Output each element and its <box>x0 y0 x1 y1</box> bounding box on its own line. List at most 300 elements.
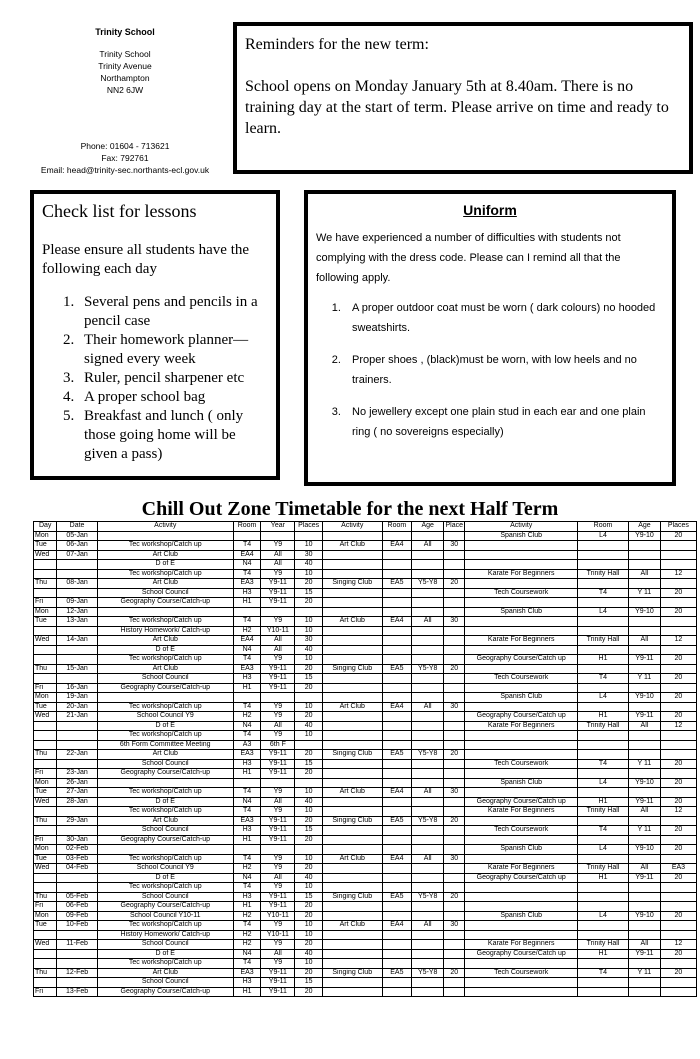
table-cell: 20 <box>295 987 323 997</box>
table-cell <box>660 740 696 750</box>
table-cell: 12-Feb <box>57 968 97 978</box>
table-cell <box>233 778 261 788</box>
table-cell <box>57 560 97 570</box>
table-cell <box>382 807 412 817</box>
timetable-table <box>33 521 697 997</box>
table-cell <box>323 978 383 988</box>
table-cell: 20 <box>444 750 465 760</box>
table-cell <box>382 674 412 684</box>
table-cell: L4 <box>578 778 629 788</box>
table-cell <box>444 873 465 883</box>
table-cell: Karate For Beginners <box>465 636 578 646</box>
table-cell <box>578 978 629 988</box>
table-cell <box>660 883 696 893</box>
table-cell <box>578 550 629 560</box>
table-cell: Y9-11 <box>261 987 295 997</box>
table-cell: 14-Jan <box>57 636 97 646</box>
address-line: Trinity School <box>99 49 151 59</box>
table-cell: Tue <box>34 854 57 864</box>
table-cell: Geography Course/Catch-up <box>97 683 233 693</box>
column-header: Day <box>34 522 57 532</box>
table-cell <box>412 902 444 912</box>
table-cell: H3 <box>233 759 261 769</box>
table-cell <box>629 626 661 636</box>
column-header: Activity <box>465 522 578 532</box>
table-cell <box>412 835 444 845</box>
table-cell: 20 <box>660 873 696 883</box>
table-cell <box>444 683 465 693</box>
table-cell: 20 <box>444 892 465 902</box>
table-row <box>34 683 697 693</box>
table-cell <box>444 674 465 684</box>
table-cell <box>660 978 696 988</box>
table-cell <box>465 788 578 798</box>
table-cell: Tec workshop/Catch up <box>97 655 233 665</box>
table-cell: Trinity Hall <box>578 940 629 950</box>
table-cell <box>34 873 57 883</box>
table-cell <box>323 569 383 579</box>
table-cell <box>660 617 696 627</box>
table-cell <box>57 721 97 731</box>
table-cell: D of E <box>97 797 233 807</box>
table-cell: 10 <box>295 655 323 665</box>
table-cell <box>323 987 383 997</box>
table-cell <box>323 550 383 560</box>
table-cell: 05-Jan <box>57 531 97 541</box>
table-cell: H2 <box>233 712 261 722</box>
table-cell: 10 <box>295 883 323 893</box>
table-cell: Y9-11 <box>629 712 661 722</box>
table-cell: School Council <box>97 978 233 988</box>
table-cell: 28-Jan <box>57 797 97 807</box>
table-cell <box>412 883 444 893</box>
table-cell <box>465 978 578 988</box>
table-cell: Y9-11 <box>629 873 661 883</box>
table-cell: Thu <box>34 968 57 978</box>
table-cell: Art Club <box>323 541 383 551</box>
table-cell: Y9 <box>261 569 295 579</box>
table-cell: H3 <box>233 978 261 988</box>
table-cell: 15 <box>295 674 323 684</box>
table-cell <box>295 845 323 855</box>
table-cell: 30 <box>444 541 465 551</box>
table-cell <box>233 607 261 617</box>
table-cell: Y9-11 <box>261 902 295 912</box>
table-cell: All <box>412 788 444 798</box>
table-cell: 10 <box>295 930 323 940</box>
table-cell: Art Club <box>97 579 233 589</box>
table-cell <box>57 949 97 959</box>
table-cell <box>629 645 661 655</box>
table-cell: Wed <box>34 797 57 807</box>
table-cell: Y9-10 <box>629 531 661 541</box>
table-cell: Y9-10 <box>629 845 661 855</box>
table-cell <box>412 731 444 741</box>
table-cell: 20-Jan <box>57 702 97 712</box>
table-cell <box>412 759 444 769</box>
table-cell: Wed <box>34 712 57 722</box>
table-cell: Y5-Y8 <box>412 579 444 589</box>
table-cell: H2 <box>233 864 261 874</box>
table-cell: School Council <box>97 826 233 836</box>
reminders-heading: Reminders for the new term: <box>245 36 429 53</box>
table-cell <box>323 731 383 741</box>
table-cell: 04-Feb <box>57 864 97 874</box>
table-cell: H1 <box>578 873 629 883</box>
column-header: Year <box>261 522 295 532</box>
table-cell <box>465 835 578 845</box>
table-cell: D of E <box>97 645 233 655</box>
table-cell: Y9-11 <box>261 759 295 769</box>
table-cell <box>578 959 629 969</box>
table-cell: Art Club <box>97 968 233 978</box>
table-cell: D of E <box>97 721 233 731</box>
table-cell <box>660 664 696 674</box>
table-cell: 20 <box>295 712 323 722</box>
table-cell: 10 <box>295 702 323 712</box>
table-cell: Tue <box>34 617 57 627</box>
table-cell: Tec workshop/Catch up <box>97 569 233 579</box>
table-cell: 20 <box>660 607 696 617</box>
table-cell <box>412 873 444 883</box>
table-cell: H3 <box>233 588 261 598</box>
table-cell: Mon <box>34 911 57 921</box>
table-cell: 20 <box>295 940 323 950</box>
table-cell: 19-Jan <box>57 693 97 703</box>
uniform-box <box>304 190 676 486</box>
table-cell: T4 <box>233 788 261 798</box>
table-cell <box>465 902 578 912</box>
table-cell: Spanish Club <box>465 845 578 855</box>
table-cell: Y9 <box>261 702 295 712</box>
table-cell: 12 <box>660 721 696 731</box>
table-cell: Geography Course/Catch-up <box>97 902 233 912</box>
checklist-box <box>30 190 280 480</box>
table-cell: Wed <box>34 550 57 560</box>
table-cell <box>465 664 578 674</box>
table-cell: Tec workshop/Catch up <box>97 731 233 741</box>
table-cell <box>382 769 412 779</box>
table-cell <box>660 816 696 826</box>
table-cell <box>323 940 383 950</box>
table-cell <box>323 693 383 703</box>
table-cell: 20 <box>295 664 323 674</box>
table-cell: 20 <box>660 693 696 703</box>
table-cell: Spanish Club <box>465 693 578 703</box>
table-cell: 40 <box>295 645 323 655</box>
table-cell: Y9 <box>261 921 295 931</box>
table-cell <box>465 750 578 760</box>
table-row <box>34 693 697 703</box>
table-cell: 40 <box>295 949 323 959</box>
table-cell: L4 <box>578 531 629 541</box>
table-cell: Y9-11 <box>261 835 295 845</box>
table-cell <box>578 769 629 779</box>
table-cell: 23-Jan <box>57 769 97 779</box>
table-cell: All <box>261 949 295 959</box>
table-row <box>34 579 697 589</box>
table-cell: Karate For Beginners <box>465 721 578 731</box>
table-cell <box>412 569 444 579</box>
uniform-item: 3. No jewellery except one plain stud in each ear and one plain ring ( no sovereigns especially) <box>344 402 664 442</box>
table-cell: All <box>629 721 661 731</box>
table-cell <box>34 569 57 579</box>
table-cell <box>444 807 465 817</box>
table-cell: 21-Jan <box>57 712 97 722</box>
table-cell <box>465 683 578 693</box>
table-cell: 40 <box>295 873 323 883</box>
table-cell <box>660 750 696 760</box>
table-row <box>34 826 697 836</box>
table-row <box>34 655 697 665</box>
table-cell <box>660 769 696 779</box>
table-cell <box>382 645 412 655</box>
table-cell <box>34 759 57 769</box>
table-row <box>34 864 697 874</box>
table-cell: Geography Course/Catch-up <box>97 598 233 608</box>
table-cell: All <box>412 854 444 864</box>
table-cell: T4 <box>233 959 261 969</box>
table-cell <box>444 598 465 608</box>
column-header: Activity <box>323 522 383 532</box>
table-cell: School Council <box>97 892 233 902</box>
table-cell: Singing Club <box>323 664 383 674</box>
table-cell <box>412 588 444 598</box>
table-cell <box>34 807 57 817</box>
table-cell <box>465 892 578 902</box>
table-cell <box>412 978 444 988</box>
table-cell <box>382 569 412 579</box>
table-cell: 10 <box>295 959 323 969</box>
table-cell <box>412 940 444 950</box>
table-cell <box>578 750 629 760</box>
table-cell <box>34 826 57 836</box>
table-cell <box>578 598 629 608</box>
table-cell: School Council Y9 <box>97 712 233 722</box>
table-cell: Singing Club <box>323 816 383 826</box>
table-cell: 05-Feb <box>57 892 97 902</box>
table-cell: All <box>412 617 444 627</box>
table-cell <box>444 645 465 655</box>
table-cell: School Council Y9 <box>97 864 233 874</box>
table-cell <box>444 826 465 836</box>
table-row <box>34 845 697 855</box>
table-cell: Spanish Club <box>465 531 578 541</box>
table-cell <box>660 930 696 940</box>
table-cell <box>578 731 629 741</box>
checklist-intro: Please ensure all students have the following each day <box>42 242 250 277</box>
table-cell: School Council <box>97 588 233 598</box>
table-row <box>34 607 697 617</box>
table-cell <box>323 778 383 788</box>
table-cell: 20 <box>660 826 696 836</box>
table-cell <box>57 731 97 741</box>
column-header: Room <box>578 522 629 532</box>
table-row <box>34 788 697 798</box>
table-cell <box>444 940 465 950</box>
table-cell <box>57 740 97 750</box>
table-cell <box>444 911 465 921</box>
table-cell: Art Club <box>97 750 233 760</box>
table-cell <box>465 987 578 997</box>
table-cell: 6th Form Committee Meeting <box>97 740 233 750</box>
table-cell: N4 <box>233 797 261 807</box>
table-cell: Spanish Club <box>465 911 578 921</box>
column-header: Activity <box>97 522 233 532</box>
reminders-body: School opens on Monday January 5th at 8.40am. There is no training day at the start of term. Please arrive on time and ready to learn. <box>245 78 669 137</box>
table-cell: Y9 <box>261 731 295 741</box>
table-cell: N4 <box>233 873 261 883</box>
table-cell <box>382 588 412 598</box>
table-row <box>34 702 697 712</box>
table-cell <box>444 883 465 893</box>
table-cell <box>629 816 661 826</box>
table-cell <box>323 959 383 969</box>
table-cell <box>34 740 57 750</box>
table-cell <box>382 797 412 807</box>
table-cell: Y9-11 <box>261 816 295 826</box>
table-cell: H1 <box>233 902 261 912</box>
table-cell: 20 <box>295 750 323 760</box>
table-cell: T4 <box>233 731 261 741</box>
table-cell: 20 <box>660 797 696 807</box>
table-cell: Geography Course/Catch-up <box>97 769 233 779</box>
table-cell <box>261 845 295 855</box>
table-cell <box>412 987 444 997</box>
table-cell <box>629 883 661 893</box>
table-cell: 06-Feb <box>57 902 97 912</box>
table-cell: H1 <box>233 835 261 845</box>
table-cell: Tec workshop/Catch up <box>97 807 233 817</box>
table-cell <box>444 712 465 722</box>
table-cell: EA4 <box>382 617 412 627</box>
table-cell <box>382 740 412 750</box>
table-cell: Fri <box>34 902 57 912</box>
table-cell: Trinity Hall <box>578 636 629 646</box>
table-cell: 26-Jan <box>57 778 97 788</box>
table-cell: H1 <box>233 769 261 779</box>
table-cell <box>465 740 578 750</box>
table-cell: 12-Jan <box>57 607 97 617</box>
table-cell <box>629 550 661 560</box>
fax-number: Fax: 792761 <box>101 153 149 163</box>
table-cell: H2 <box>233 930 261 940</box>
column-header: Place <box>445 522 463 530</box>
table-cell <box>261 693 295 703</box>
table-cell: T4 <box>233 569 261 579</box>
table-cell <box>444 655 465 665</box>
table-cell: 20 <box>295 902 323 912</box>
table-cell <box>444 959 465 969</box>
column-header: Room <box>382 522 412 532</box>
table-cell: Geography Course/Catch up <box>465 873 578 883</box>
table-cell <box>660 959 696 969</box>
table-row <box>34 807 697 817</box>
table-cell: Y9-10 <box>629 778 661 788</box>
table-row <box>34 550 697 560</box>
table-cell: T4 <box>578 759 629 769</box>
table-cell <box>578 702 629 712</box>
table-cell: History Homework/ Catch-up <box>97 930 233 940</box>
table-cell <box>57 759 97 769</box>
table-cell: Karate For Beginners <box>465 569 578 579</box>
table-cell: Thu <box>34 664 57 674</box>
table-cell <box>465 541 578 551</box>
table-cell: Geography Course/Catch up <box>465 655 578 665</box>
table-cell: 15-Jan <box>57 664 97 674</box>
table-cell <box>382 978 412 988</box>
table-cell <box>412 864 444 874</box>
table-cell: 07-Jan <box>57 550 97 560</box>
table-cell: 22-Jan <box>57 750 97 760</box>
table-cell: Y9-11 <box>629 655 661 665</box>
table-row <box>34 531 697 541</box>
table-cell: Y9 <box>261 807 295 817</box>
table-row <box>34 598 697 608</box>
table-cell <box>629 987 661 997</box>
table-row <box>34 664 697 674</box>
table-cell: D of E <box>97 560 233 570</box>
table-cell: Art Club <box>97 636 233 646</box>
table-cell <box>34 674 57 684</box>
table-row <box>34 740 697 750</box>
table-cell <box>295 778 323 788</box>
table-cell: 40 <box>295 797 323 807</box>
table-cell: N4 <box>233 560 261 570</box>
table-cell: 10 <box>295 731 323 741</box>
table-cell <box>412 693 444 703</box>
table-cell: L4 <box>578 845 629 855</box>
table-cell: Tech Coursework <box>465 588 578 598</box>
table-cell: Singing Club <box>323 579 383 589</box>
table-cell <box>660 550 696 560</box>
table-cell: 20 <box>660 778 696 788</box>
table-cell <box>578 902 629 912</box>
table-cell: Y9 <box>261 655 295 665</box>
table-cell: EA5 <box>382 968 412 978</box>
table-cell: Y5-Y8 <box>412 664 444 674</box>
table-cell <box>57 655 97 665</box>
table-cell <box>578 664 629 674</box>
table-cell <box>57 674 97 684</box>
column-header: Places <box>660 522 696 532</box>
table-cell: T4 <box>578 826 629 836</box>
table-cell <box>34 978 57 988</box>
table-cell <box>34 645 57 655</box>
table-cell: EA5 <box>382 750 412 760</box>
table-cell: Y9-11 <box>261 826 295 836</box>
table-cell: Tech Coursework <box>465 759 578 769</box>
table-cell: Geography Course/Catch-up <box>97 987 233 997</box>
table-cell <box>323 807 383 817</box>
table-cell: 6th F <box>261 740 295 750</box>
table-cell <box>323 674 383 684</box>
table-cell <box>412 740 444 750</box>
table-cell: Tech Coursework <box>465 674 578 684</box>
address-line: NN2 6JW <box>106 85 144 95</box>
table-cell: 20 <box>295 968 323 978</box>
column-header: Room <box>233 522 261 532</box>
table-row <box>34 617 697 627</box>
table-cell: Y9 <box>261 940 295 950</box>
table-cell: 20 <box>660 674 696 684</box>
table-cell <box>629 560 661 570</box>
table-cell <box>323 560 383 570</box>
table-cell <box>382 721 412 731</box>
table-cell: Y 11 <box>629 588 661 598</box>
table-cell <box>629 902 661 912</box>
table-row <box>34 930 697 940</box>
